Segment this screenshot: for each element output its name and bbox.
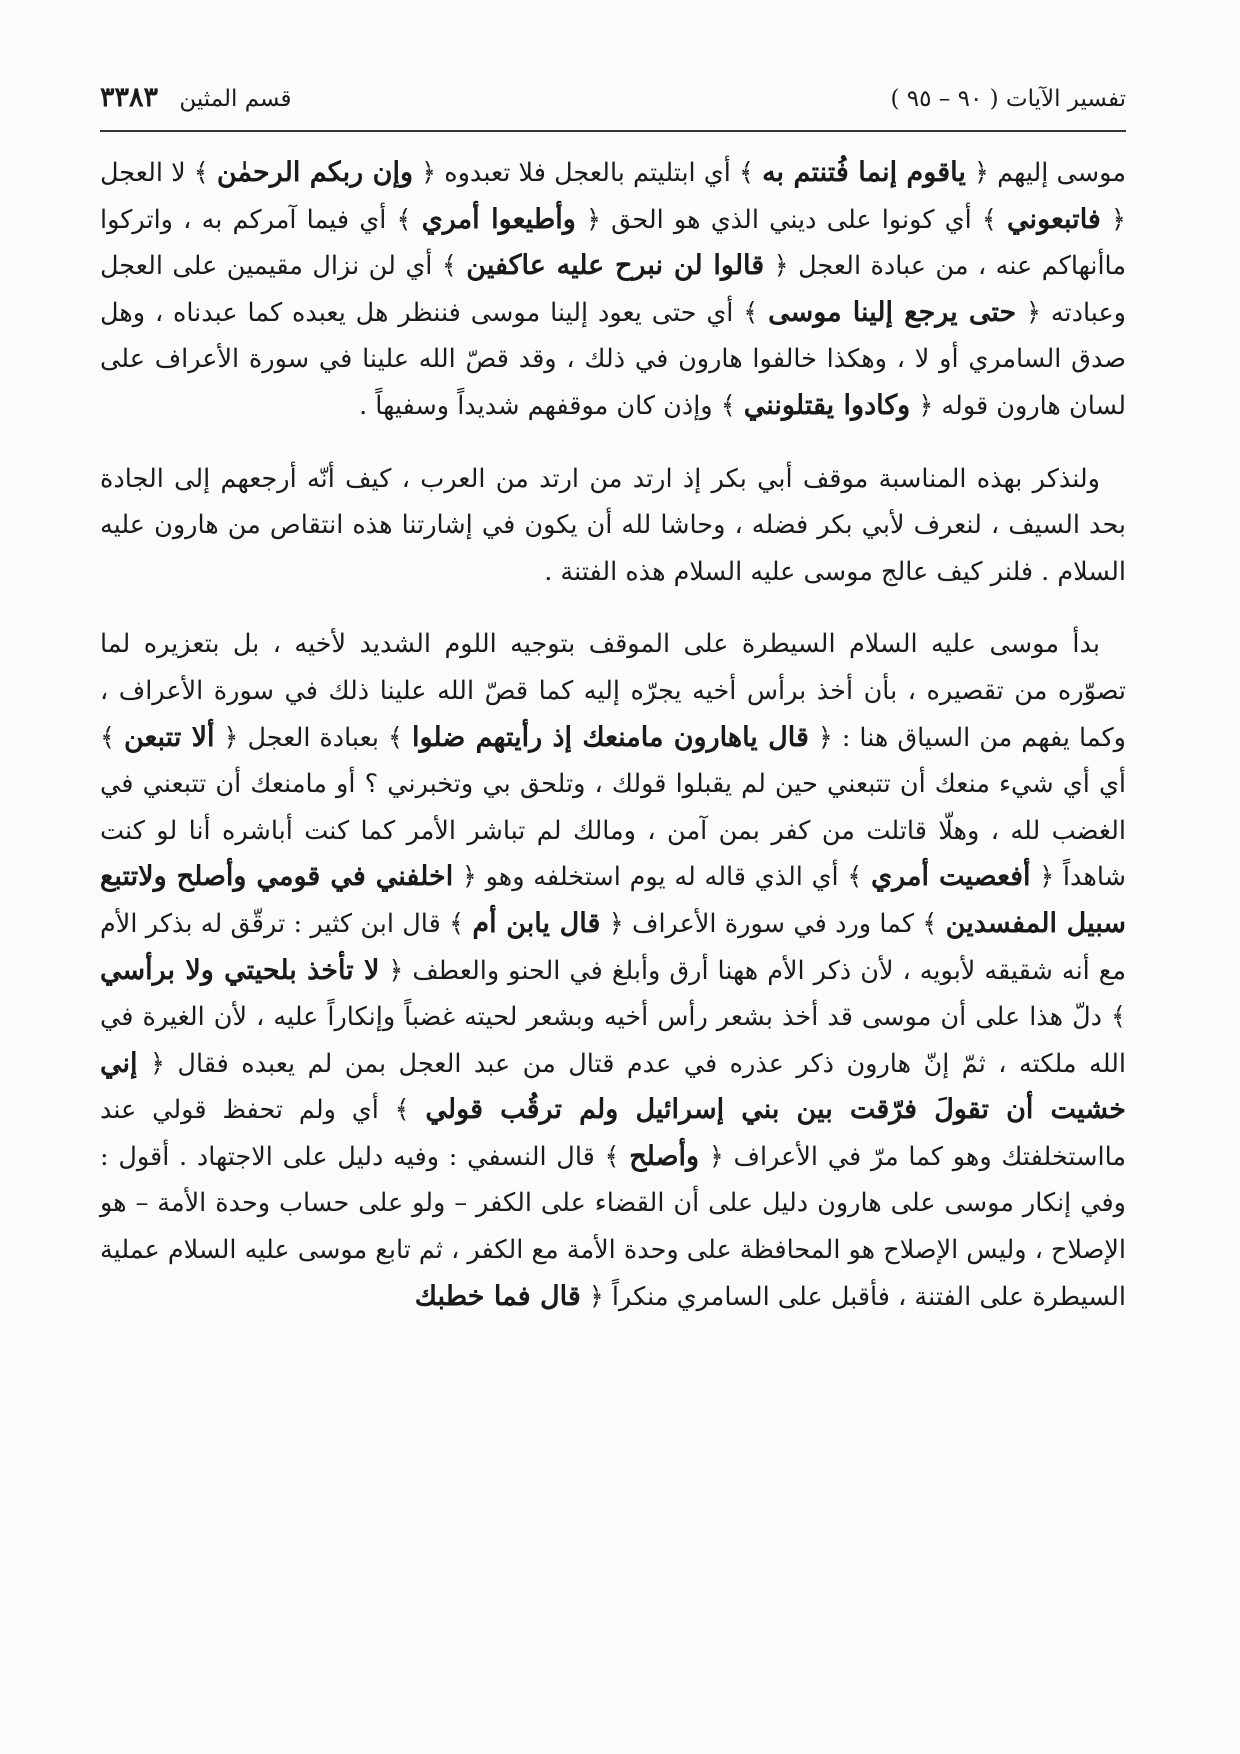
commentary-text: ﴾ أي كونوا على ديني الذي هو الحق ﴿ — [575, 204, 1008, 235]
commentary-text: ﴾ أي ابتليتم بالعجل فلا تعبدوه ﴿ — [413, 158, 763, 188]
commentary-text: ﴾ قال النسفي : وفيه دليل على الاجتهاد . أقول : وفي إنكار موسى على هارون دليل على أن القضاء على الكفر – ولو على حساب وحدة الأمة – هو الإصلاح ، وليس الإصلاح هو المحافظة على وحدة الأمة مع الكفر ، ثم تابع موسى عليه السلام عملية السيطرة على الفتنة ، فأقبل على السامري منكراً ﴿ — [100, 1141, 1126, 1312]
quran-quote: قال يابن أم — [472, 907, 601, 939]
commentary-text: ﴾ أي أي شيء منعك أن تتبعني حين لم يقبلوا قولك ، وتلحق بي وتخبرني ؟ أو مامنعك أن تتبعني في الغضب لله ، وهلّا قاتلت من كفر بمن آمن ، ومالك لم تباشر الأمر كما كنت أباشره أنا لو كنت شاهداً ﴿ — [100, 722, 1126, 893]
quran-quote: وكادوا يقتلونني — [743, 389, 911, 421]
paragraph — [100, 456, 1126, 596]
quran-quote: ياقوم إنما فُتنتم به — [762, 157, 966, 188]
commentary-text: موسى إليهم ﴿ — [965, 158, 1126, 188]
commentary-text: بدأ موسى عليه السلام السيطرة على الموقف بتوجيه اللوم الشديد لأخيه ، بل بتعزيره لما تصوّره من تقصيره ، بأن أخذ برأس أخيه يجرّه إليه كما قصّ الله علينا ذلك في سورة الأعراف ، وكما يفهم من السياق هنا : ﴿ — [100, 629, 1126, 753]
commentary-text: ﴾ أي لن نزال مقيمين على العجل وعبادته ﴿ — [100, 251, 1126, 328]
quran-quote: حتى يرجع إلينا موسى — [768, 296, 1017, 328]
quran-quote: وإن ربكم الرحمٰن — [216, 157, 414, 188]
section-name: قسم المثين — [179, 86, 292, 112]
commentary-text: ﴾ أي ولم تحفظ قولي عند مااستخلفتك وهو كما مرّ في الأعراف ﴿ — [100, 1095, 1126, 1172]
quran-quote: لا تأخذ بلحيتي ولا برأسي — [100, 954, 380, 986]
page-info — [100, 82, 292, 113]
quran-quote: قالوا لن نبرح عليه عاكفين — [466, 250, 765, 282]
page-header — [100, 82, 1126, 122]
quran-quote: إني خشيت أن تقولَ فرّقت بين بني إسرائيل ولم ترقُب قولي — [100, 1047, 1126, 1126]
commentary-text: ولنذكر بهذه المناسبة موقف أبي بكر إذ ارتد من ارتد من العرب ، كيف أنّه أرجعهم إلى الجادة بحد السيف ، لنعرف لأبي بكر فضله ، وحاشا لله أن يكون في إشارتنا هذه انتقاص من هارون عليه السلام . فلنر كيف عالج موسى عليه السلام هذه الفتنة . — [100, 463, 1126, 587]
quran-quote: قال ياهارون مامنعك إذ رأيتهم ضلوا — [411, 721, 809, 753]
paragraph — [100, 621, 1126, 1320]
quran-quote: اخلفني في قومي وأصلح ولاتتبع سبيل المفسدين — [100, 861, 1126, 939]
commentary-text: ﴾ كما ورد في سورة الأعراف ﴿ — [600, 908, 946, 939]
quran-quote: وأصلح — [629, 1140, 700, 1172]
commentary-text: ﴾ بعبادة العجل ﴿ — [214, 722, 412, 753]
running-title: تفسير الآيات ( ٩٠ – ٩٥ ) — [890, 86, 1126, 112]
quran-quote: قال فما خطبك — [414, 1280, 581, 1312]
header-divider — [100, 130, 1126, 132]
quran-quote: أفعصيت أمري — [871, 861, 1031, 893]
quran-quote: وأطيعوا أمري — [421, 203, 576, 235]
commentary-text: ﴾ لا العجل ﴿ — [100, 158, 1126, 235]
commentary-text: ﴾ وإذن كان موقفهم شديداً وسفيهاً . — [359, 390, 744, 421]
page-body — [100, 150, 1126, 1320]
quran-quote: فاتبعوني — [1007, 203, 1101, 235]
commentary-text: ﴾ أي الذي قاله له يوم استخلفه وهو ﴿ — [453, 862, 872, 893]
quran-quote: ألا تتبعن — [123, 721, 215, 753]
commentary-text: ﴾ أي حتى يعود إلينا موسى فننظر هل يعبده كما عبدناه ، وهل صدق السامري أو لا ، وهكذا خالفوا هارون في ذلك ، وقد قصّ الله علينا في سورة الأعراف على لسان هارون قوله ﴿ — [100, 297, 1126, 421]
commentary-text: ﴾ أي فيما آمركم به ، واتركوا ماأنهاكم عنه ، من عبادة العجل ﴿ — [100, 204, 1126, 282]
commentary-text: ﴾ قال ابن كثير : ترقّق له بذكر الأم مع أنه شقيقه لأبويه ، لأن ذكر الأم ههنا أرق وأبلغ في الحنو والعطف ﴿ — [100, 908, 1127, 986]
commentary-text: ﴾ دلّ هذا على أن موسى قد أخذ بشعر رأس أخيه وبشعر لحيته غضباً وإنكاراً عليه ، لأن الغيرة في الله ملكته ، ثمّ إنّ هارون ذكر عذره في عدم قتال من عبد العجل بمن لم يعبده فقال ﴿ — [100, 1002, 1126, 1079]
page-number: ٣٣٨٣ — [100, 82, 159, 113]
paragraph — [100, 150, 1126, 430]
